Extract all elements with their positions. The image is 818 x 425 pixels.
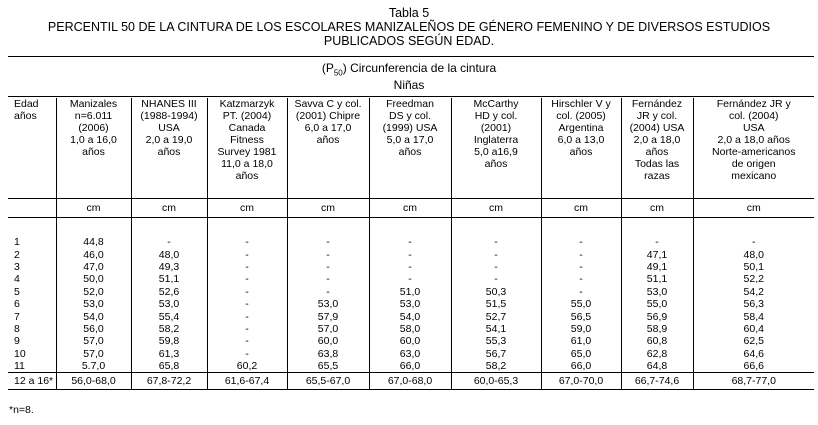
column-header-line: (1988-1994) bbox=[140, 110, 198, 122]
spacer-cell bbox=[56, 218, 131, 237]
value-cell: 52,0 bbox=[56, 286, 131, 298]
value-cell: - bbox=[207, 335, 287, 347]
column-header-line: Manizales bbox=[69, 98, 118, 110]
value-cell: 55,4 bbox=[131, 310, 207, 322]
value-cell: - bbox=[369, 248, 451, 260]
value-cell: 55,0 bbox=[541, 298, 621, 310]
unit-cell: cm bbox=[693, 199, 814, 218]
value-cell: 62,5 bbox=[743, 335, 764, 348]
table-row bbox=[8, 310, 814, 322]
column-header-line: (2001) bbox=[480, 122, 512, 134]
unit-cell: cm bbox=[287, 199, 369, 218]
value-cell: - bbox=[369, 273, 451, 285]
value-cell: 53,0 bbox=[369, 298, 451, 310]
column-header-line: col. (2004) bbox=[728, 110, 779, 122]
value-cell: - bbox=[451, 273, 541, 285]
value-cell: - bbox=[541, 261, 621, 273]
value-cell: - bbox=[207, 236, 287, 248]
value-cell: 65,5-67,0 bbox=[287, 373, 369, 390]
value-cell: - bbox=[287, 248, 369, 260]
value-cell: 56,3 bbox=[743, 298, 764, 311]
column-header-line: años bbox=[235, 170, 259, 182]
range-row bbox=[8, 373, 814, 390]
value-cell: 49,3 bbox=[131, 261, 207, 273]
value-cell: 57,9 bbox=[287, 310, 369, 322]
column-header-line: años bbox=[82, 146, 105, 158]
value-cell: 47,0 bbox=[56, 261, 131, 273]
value-cell: - bbox=[207, 273, 287, 285]
value-cell: 60,0-65,3 bbox=[451, 373, 541, 390]
value-cell: 54,2 bbox=[743, 285, 764, 298]
value-cell: - bbox=[207, 348, 287, 360]
spacer-cell bbox=[8, 218, 56, 237]
value-cell: - bbox=[207, 310, 287, 322]
spacer-cell bbox=[541, 218, 621, 237]
column-header-line: (2001) Chipre bbox=[295, 110, 361, 122]
value-cell: 64,6 bbox=[743, 347, 764, 360]
column-header-line: JR y col. bbox=[636, 110, 678, 122]
value-cell: 52,6 bbox=[131, 286, 207, 298]
column-header-line: Freedman bbox=[386, 98, 434, 110]
column-header-line: 6,0 a 17,0 bbox=[304, 122, 352, 134]
value-cell: - bbox=[369, 261, 451, 273]
column-header-line: mexicano bbox=[731, 170, 777, 182]
column-header bbox=[8, 98, 56, 199]
column-header-line: Canada bbox=[228, 122, 266, 134]
value-cell: 64,8 bbox=[621, 360, 693, 373]
value-cell: 55,3 bbox=[451, 335, 541, 347]
column-header-line: años bbox=[157, 146, 181, 158]
column-header-line: 5,0 a16,9 bbox=[474, 146, 518, 158]
value-cell: 68,7-77,0 bbox=[693, 373, 814, 390]
age-cell: 5 bbox=[8, 286, 56, 298]
value-cell: - bbox=[541, 286, 621, 298]
value-cell: 65,5 bbox=[287, 360, 369, 373]
age-cell: 3 bbox=[8, 261, 56, 273]
spacer-cell bbox=[451, 218, 541, 237]
table-row bbox=[8, 298, 814, 310]
column-header-line: años bbox=[569, 146, 593, 158]
value-cell: 52,2 bbox=[743, 273, 764, 286]
value-cell: 49,1 bbox=[621, 261, 693, 273]
value-cell: 67,8-72,2 bbox=[131, 373, 207, 390]
unit-cell: cm bbox=[541, 199, 621, 218]
column-header bbox=[131, 98, 207, 199]
column-header-line: Katzmarzyk bbox=[219, 98, 275, 110]
column-header-line: (2004) USA bbox=[629, 122, 685, 134]
age-cell: 7 bbox=[8, 310, 56, 322]
value-cell: 58,4 bbox=[743, 310, 764, 323]
column-header bbox=[541, 98, 621, 199]
age-cell: 1 bbox=[8, 236, 56, 248]
header-row bbox=[8, 98, 814, 199]
value-cell: 63,8 bbox=[287, 348, 369, 360]
value-cell: - bbox=[207, 248, 287, 260]
value-cell: 50,3 bbox=[451, 286, 541, 298]
value-cell: - bbox=[369, 236, 451, 248]
data-table bbox=[8, 98, 814, 390]
value-cell: - bbox=[131, 236, 207, 248]
value-cell: 60,8 bbox=[621, 335, 693, 347]
column-header bbox=[369, 98, 451, 199]
column-header-line: Inglaterra bbox=[473, 134, 519, 146]
value-cell: 67,0-70,0 bbox=[541, 373, 621, 390]
column-header bbox=[287, 98, 369, 199]
column-header-line: razas bbox=[644, 170, 670, 182]
value-cell: 60,0 bbox=[369, 335, 451, 347]
column-header-line: 2,0 a 19,0 bbox=[145, 134, 193, 146]
value-cell: 53,0 bbox=[56, 298, 131, 310]
age-cell: 12 a 16* bbox=[8, 373, 56, 390]
value-cell: 56,9 bbox=[621, 310, 693, 322]
value-cell: 56,5 bbox=[541, 310, 621, 322]
rule-header bbox=[8, 96, 814, 97]
column-header-line: 2,0 a 18,0 bbox=[633, 134, 681, 146]
column-header-line: 11,0 a 18,0 bbox=[221, 158, 273, 170]
value-cell: 58,9 bbox=[621, 323, 693, 335]
column-header-line: Savva C y col. bbox=[294, 98, 362, 110]
unit-cell: cm bbox=[131, 199, 207, 218]
column-header bbox=[451, 98, 541, 199]
value-cell: 63,0 bbox=[369, 348, 451, 360]
value-cell: 57,0 bbox=[56, 335, 131, 347]
footnote: *n=8. bbox=[9, 404, 34, 416]
age-cell: 4 bbox=[8, 273, 56, 285]
age-cell: 9 bbox=[8, 335, 56, 347]
value-cell: 50,0 bbox=[56, 273, 131, 285]
value-cell: - bbox=[451, 236, 541, 248]
value-cell: 56,7 bbox=[451, 348, 541, 360]
value-cell: 61,3 bbox=[131, 348, 207, 360]
column-header-line: Fernández JR y bbox=[716, 98, 791, 110]
value-cell: 53,0 bbox=[621, 286, 693, 298]
value-cell: - bbox=[287, 261, 369, 273]
column-header bbox=[207, 98, 287, 199]
value-cell: 65,8 bbox=[131, 360, 207, 373]
age-cell: 6 bbox=[8, 298, 56, 310]
subtitle-group: Niñas bbox=[393, 78, 425, 93]
table-row bbox=[8, 273, 814, 285]
value-cell: 5.7,0 bbox=[56, 360, 131, 373]
table-row bbox=[8, 335, 814, 347]
spacer-cell bbox=[369, 218, 451, 237]
rule-top bbox=[8, 56, 814, 57]
column-header-line: de origen bbox=[731, 158, 776, 170]
column-header-line: NHANES III bbox=[141, 98, 197, 110]
value-cell: - bbox=[207, 286, 287, 298]
value-cell: 56,0 bbox=[56, 323, 131, 335]
value-cell: - bbox=[207, 323, 287, 335]
value-cell: - bbox=[207, 261, 287, 273]
value-cell: 48,0 bbox=[131, 248, 207, 260]
table-row bbox=[8, 261, 814, 273]
value-cell: 58,2 bbox=[131, 323, 207, 335]
value-cell: 48,0 bbox=[743, 248, 764, 261]
value-cell: - bbox=[621, 236, 693, 248]
units-row bbox=[8, 199, 814, 218]
value-cell: 53,0 bbox=[131, 298, 207, 310]
title-line-2: PERCENTIL 50 DE LA CINTURA DE LOS ESCOLARES MANIZALEÑOS DE GÉNERO FEMENINO Y DE DIVERSOS ESTUDIOS bbox=[47, 20, 771, 34]
column-header-line: Argentina bbox=[558, 122, 604, 134]
value-cell: 46,0 bbox=[56, 248, 131, 260]
column-header-line: HD y col. bbox=[474, 110, 518, 122]
value-cell: - bbox=[541, 248, 621, 260]
value-cell: 59,8 bbox=[131, 335, 207, 347]
unit-cell: cm bbox=[207, 199, 287, 218]
value-cell: 53,0 bbox=[287, 298, 369, 310]
value-cell: 51,1 bbox=[131, 273, 207, 285]
value-cell: 51,0 bbox=[369, 286, 451, 298]
title-line-3: PUBLICADOS SEGÚN EDAD. bbox=[323, 34, 495, 48]
value-cell: 59,0 bbox=[541, 323, 621, 335]
value-cell: - bbox=[207, 298, 287, 310]
column-header bbox=[621, 98, 693, 199]
value-cell: - bbox=[451, 261, 541, 273]
column-header-line: USA bbox=[158, 122, 180, 134]
value-cell: 58,2 bbox=[451, 360, 541, 373]
column-header-line: Fernández bbox=[631, 98, 683, 110]
column-header-line: años bbox=[398, 146, 422, 158]
age-cell: 11 bbox=[8, 360, 56, 373]
value-cell: 57,0 bbox=[56, 348, 131, 360]
value-cell: 54,1 bbox=[451, 323, 541, 335]
value-cell: 60,4 bbox=[743, 322, 764, 335]
value-cell: 52,7 bbox=[451, 310, 541, 322]
value-cell: - bbox=[541, 273, 621, 285]
value-cell: 66,0 bbox=[541, 360, 621, 373]
value-cell: 56,0-68,0 bbox=[56, 373, 131, 390]
value-cell: 57,0 bbox=[287, 323, 369, 335]
unit-cell bbox=[8, 199, 56, 218]
value-cell: - bbox=[287, 286, 369, 298]
column-header-line: 5,0 a 17,0 bbox=[386, 134, 434, 146]
column-header-line: USA bbox=[742, 122, 765, 134]
unit-cell: cm bbox=[369, 199, 451, 218]
value-cell: - bbox=[287, 236, 369, 248]
spacer-cell bbox=[621, 218, 693, 237]
value-cell: 60,2 bbox=[207, 360, 287, 373]
column-header-line: Todas las bbox=[634, 158, 680, 170]
table-row bbox=[8, 286, 814, 298]
column-header-line: años bbox=[316, 134, 340, 146]
age-cell: 2 bbox=[8, 248, 56, 260]
value-cell: 65,0 bbox=[541, 348, 621, 360]
spacer-row bbox=[8, 218, 814, 237]
value-cell: - bbox=[752, 236, 756, 249]
unit-cell: cm bbox=[56, 199, 131, 218]
value-cell: 51,1 bbox=[621, 273, 693, 285]
column-header-line: (2006) bbox=[78, 122, 109, 134]
value-cell: 66,7-74,6 bbox=[621, 373, 693, 390]
value-cell: - bbox=[287, 273, 369, 285]
value-cell: 44,8 bbox=[56, 236, 131, 248]
column-header-line: col. (2005) bbox=[556, 110, 606, 122]
table-subtitle bbox=[0, 62, 818, 92]
table-row bbox=[8, 323, 814, 335]
column-header-line: PT. (2004) bbox=[222, 110, 272, 122]
value-cell: 50,1 bbox=[743, 260, 764, 273]
value-cell: 66,6 bbox=[743, 360, 764, 373]
title-line-1: Tabla 5 bbox=[388, 6, 430, 20]
column-header-line: años bbox=[645, 146, 669, 158]
value-cell: 61,0 bbox=[541, 335, 621, 347]
column-header-line: 2,0 a 18,0 años bbox=[717, 134, 790, 146]
value-cell: 47,1 bbox=[621, 248, 693, 260]
column-header-line: Norte-americanos bbox=[712, 146, 796, 158]
column-header-line: McCarthy bbox=[473, 98, 519, 110]
column-header-line: Hirschler V y bbox=[551, 98, 611, 110]
age-cell: 8 bbox=[8, 323, 56, 335]
age-cell: 10 bbox=[8, 348, 56, 360]
value-cell: - bbox=[451, 248, 541, 260]
column-header-line: Edad bbox=[14, 98, 39, 110]
table-row bbox=[8, 248, 814, 260]
value-cell: 61,6-67,4 bbox=[207, 373, 287, 390]
unit-cell: cm bbox=[621, 199, 693, 218]
value-cell: 60,0 bbox=[287, 335, 369, 347]
column-header-line: n=6.011 bbox=[74, 110, 113, 122]
table-title bbox=[0, 6, 818, 48]
value-cell: 55,0 bbox=[621, 298, 693, 310]
column-header bbox=[56, 98, 131, 199]
spacer-cell bbox=[207, 218, 287, 237]
value-cell: 58,0 bbox=[369, 323, 451, 335]
column-header-line: (1999) USA bbox=[382, 122, 438, 134]
subtitle-measure: $(P_{50})$ Circunferencia de la cintura bbox=[321, 61, 497, 78]
column-header-line: 6,0 a 13,0 bbox=[557, 134, 605, 146]
column-header-line: Survey 1981 bbox=[217, 146, 277, 158]
column-header-line: años bbox=[14, 110, 37, 122]
column-header-line: años bbox=[484, 158, 508, 170]
table-row bbox=[8, 360, 814, 373]
spacer-cell bbox=[287, 218, 369, 237]
column-header-line: DS y col. bbox=[388, 110, 431, 122]
spacer-cell bbox=[131, 218, 207, 237]
spacer-cell bbox=[693, 218, 814, 237]
unit-cell: cm bbox=[451, 199, 541, 218]
column-header-line: Fitness bbox=[230, 134, 264, 146]
value-cell: 54,0 bbox=[56, 310, 131, 322]
table-row bbox=[8, 236, 814, 248]
value-cell: - bbox=[541, 236, 621, 248]
value-cell: 66,0 bbox=[369, 360, 451, 373]
column-header bbox=[693, 98, 814, 199]
column-header-line: 1,0 a 16,0 bbox=[70, 134, 117, 146]
value-cell: 62,8 bbox=[621, 348, 693, 360]
value-cell: 51,5 bbox=[451, 298, 541, 310]
value-cell: 67,0-68,0 bbox=[369, 373, 451, 390]
table-row bbox=[8, 348, 814, 360]
value-cell: 54,0 bbox=[369, 310, 451, 322]
